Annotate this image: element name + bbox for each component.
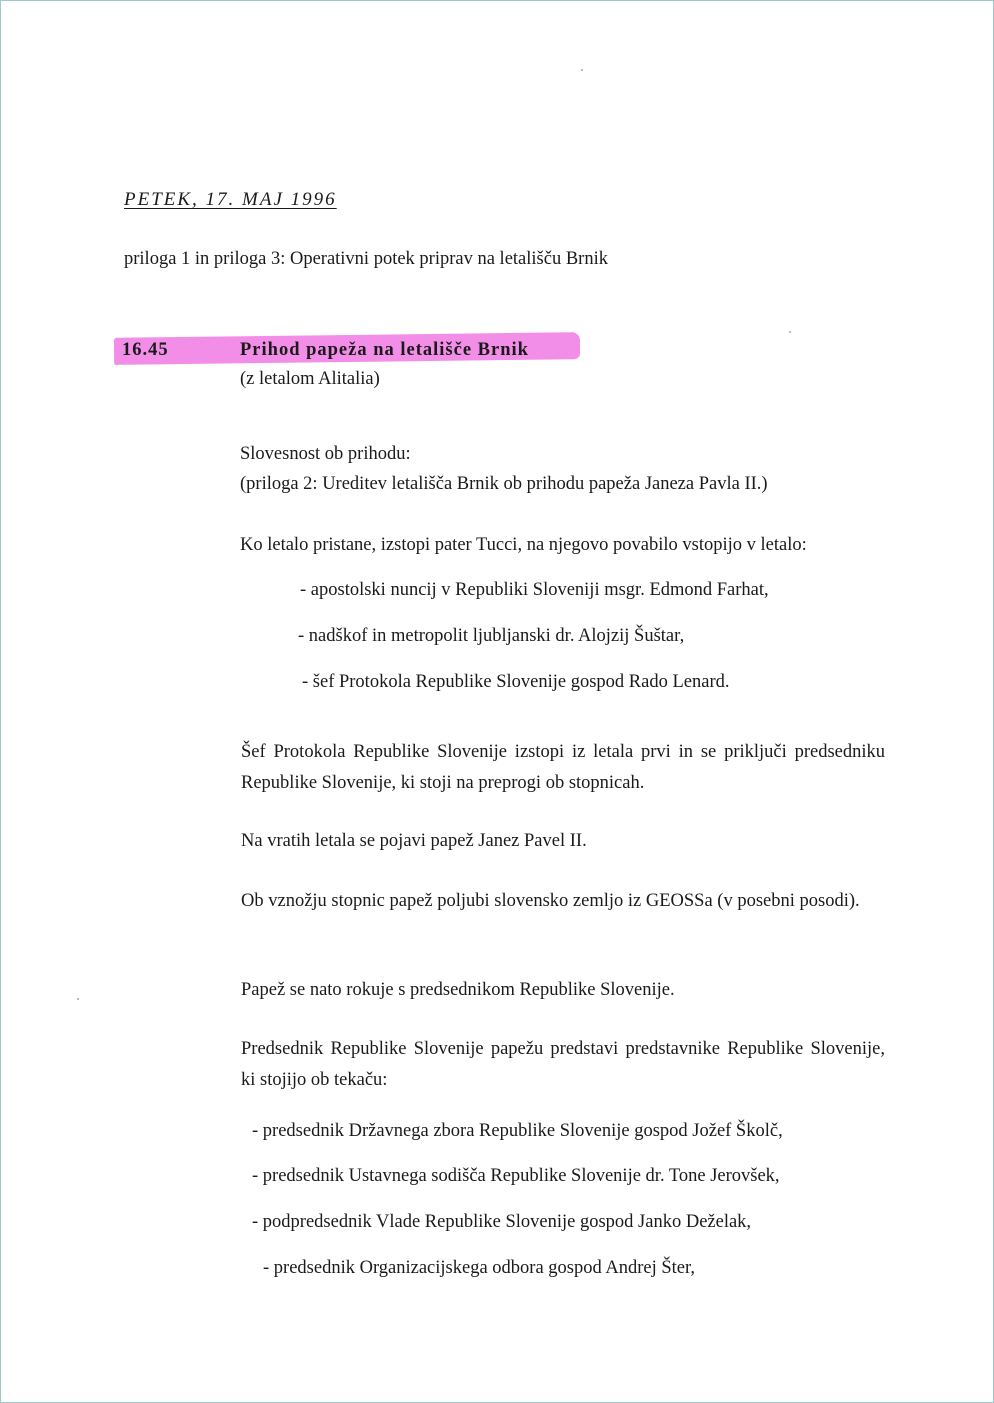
document-subtitle: priloga 1 in priloga 3: Operativni potek priprav na letališču Brnik [124,249,608,269]
boarding-list-item: - šef Protokola Republike Slovenije gospod Rado Lenard. [302,672,730,692]
paragraph: Papež se nato rokuje s predsednikom Republike Slovenije. [241,980,675,1000]
ceremony-reference: (priloga 2: Ureditev letališča Brnik ob prihodu papeža Janeza Pavla II.) [240,474,768,494]
representative-list-item: - predsednik Organizacijskega odbora gospod Andrej Šter, [263,1258,696,1278]
ceremony-intro: Ko letalo pristane, izstopi pater Tucci, na njegovo povabilo vstopijo v letalo: [240,535,807,555]
paragraph: Na vratih letala se pojavi papež Janez Pavel II. [241,831,587,851]
scan-speck [77,998,79,1000]
boarding-list-item: - nadškof in metropolit ljubljanski dr. Alojzij Šuštar, [298,626,685,646]
representative-list-item: - predsednik Ustavnega sodišča Republike Slovenije dr. Tone Jerovšek, [252,1166,780,1186]
boarding-list-item: - apostolski nuncij v Republiki Sloveniji msgr. Edmond Farhat, [300,580,769,600]
scan-speck [789,331,791,333]
scan-speck [581,69,583,71]
event-time: 16.45 [122,340,169,360]
event-aircraft: (z letalom Alitalia) [240,369,380,389]
event-title: Prihod papeža na letališče Brnik [240,340,529,360]
representative-list-item: - podpredsednik Vlade Republike Slovenije gospod Janko Deželak, [252,1212,752,1232]
paragraph: Šef Protokola Republike Slovenije izstopi iz letala prvi in se priključi predsedniku Republike Slovenije, ki stoji na preprogi ob stopnicah. [241,742,885,793]
representative-list-item: - predsednik Državnega zbora Republike Slovenije gospod Jožef Školč, [252,1121,783,1141]
paragraph: Ob vznožju stopnic papež poljubi slovensko zemljo iz GEOSSa (v posebni posodi). [241,891,860,911]
paragraph: Predsednik Republike Slovenije papežu predstavi predstavnike Republike Slovenije, ki stojijo ob tekaču: [241,1039,885,1090]
document-date: PETEK, 17. MAJ 1996 [124,189,337,210]
ceremony-heading: Slovesnost ob prihodu: [240,444,411,464]
